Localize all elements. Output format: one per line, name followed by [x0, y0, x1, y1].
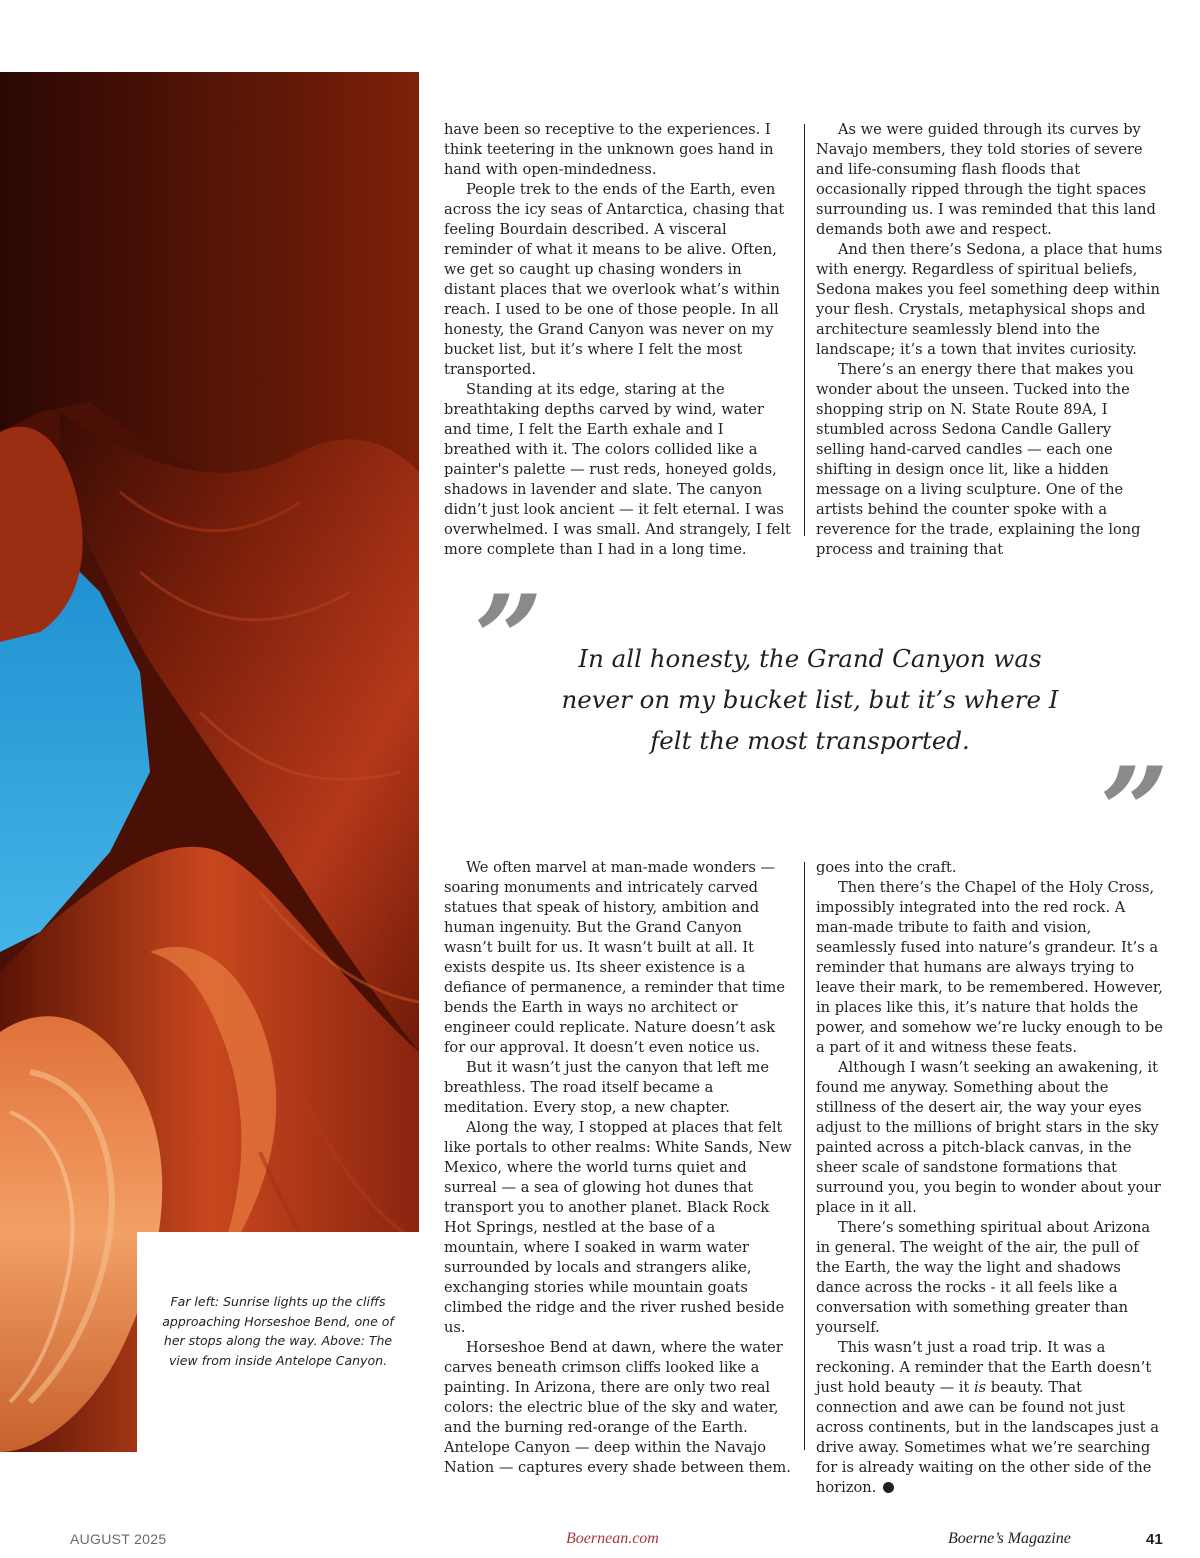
issue-date: AUGUST 2025 [70, 1531, 167, 1547]
article-column-4 [816, 858, 1164, 1498]
photo-caption: Far left: Sunrise lights up the cliffs approaching Horseshoe Bend, one of her stops along the way. Above: The view from inside Antelope Canyon. [162, 1294, 394, 1368]
pull-quote: In all honesty, the Grand Canyon was never on my bucket list, but it’s where I felt the most transported. [561, 644, 1059, 755]
paragraph: There’s an energy there that makes you wonder about the unseen. Tucked into the shopping strip on N. State Route 89A, I stumbled across Sedona Candle Gallery selling hand-carved candles — each one shifting in design once lit, like a hidden message on a living sculpture. One of the artists behind the counter spoke with a reverence for the trade, explaining the long process and training that [816, 361, 1141, 558]
final-text-a: This wasn’t just a road trip. It was a reckoning. A reminder that the Earth doesn’t just hold beauty — it [816, 1339, 1152, 1396]
paragraph: Then there’s the Chapel of the Holy Cross, impossibly integrated into the red rock. A man-made tribute to faith and vision, seamlessly fused into nature’s grandeur. It’s a reminder that humans are always trying to leave their mark, to be remembered. However, in places like this, it’s nature that holds the power, and somehow we’re lucky enough to be a part of it and witness these feats. [816, 879, 1163, 1056]
paragraph: Although I wasn’t seeking an awakening, it found me anyway. Something about the stillness of the desert air, the way your eyes adjust to the millions of bright stars in the sky painted across a pitch-black canvas, in the sheer scale of sandstone formations that surround you, you begin to wonder about your place in it all. [816, 1059, 1161, 1216]
paragraph: There’s something spiritual about Arizona in general. The weight of the air, the pull of the Earth, the way the light and shadows dance across the rocks - it all feels like a conversation with something greater than yourself. [816, 1219, 1151, 1336]
final-text-b: beauty. That connection and awe can be found not just across continents, but in the landscapes just a drive away. Sometimes what we’re searching for is already waiting on the other side of the horizon. [816, 1379, 1159, 1496]
article-column-3 [444, 858, 794, 1478]
magazine-name: Boerne’s Magazine [948, 1530, 1071, 1547]
paragraph: As we were guided through its curves by Navajo members, they told stories of severe and life-consuming flash floods that occasionally ripped through the tight spaces surrounding us. I was reminded that this land demands both awe and respect. [816, 121, 1156, 238]
open-quote-mark: ” [474, 569, 544, 710]
article-column-1 [444, 120, 794, 560]
column-divider [804, 124, 805, 536]
paragraph: And then there’s Sedona, a place that hums with energy. Regardless of spiritual beliefs, Sedona makes you feel something deep within your flesh. Crystals, metaphysical shops and architecture seamlessly blend into the landscape; it’s a town that invites curiosity. [816, 241, 1163, 358]
emphasis: is [973, 1379, 987, 1396]
paragraph: Along the way, I stopped at places that felt like portals to other realms: White Sands, New Mexico, where the world turns quiet and surreal — a sea of glowing hot dunes that transport you to another planet. Black Rock Hot Springs, nestled at the base of a mountain, where I soaked in warm water surrounded by locals and strangers alike, exchanging stories while mountain goats climbed the ridge and the river rushed beside us. [444, 1119, 792, 1336]
final-paragraph [816, 1338, 1164, 1498]
article-column-2 [816, 120, 1164, 560]
paragraph: Horseshoe Bend at dawn, where the water carves beneath crimson cliffs looked like a painting. In Arizona, there are only two real colors: the electric blue of the sky and water, and the burning red-orange of the Earth. Antelope Canyon — deep within the Navajo Nation — captures every shade between them. [444, 1339, 791, 1476]
end-mark-icon [883, 1482, 894, 1493]
paragraph: Standing at its edge, staring at the breathtaking depths carved by wind, water and time, I felt the Earth exhale and I breathed with it. The colors collided like a painter's palette — rust reds, honeyed golds, shadows in lavender and slate. The canyon didn’t just look ancient — it felt eternal. I was overwhelmed. I was small. And strangely, I felt more complete than I had in a long time. [444, 381, 791, 558]
paragraph: We often marvel at man-made wonders — soaring monuments and intricately carved statues that speak of history, ambition and human ingenuity. But the Grand Canyon wasn’t built for us. It wasn’t built at all. It exists despite us. Its sheer existence is a defiance of permanence, a reminder that time bends the Earth in ways no architect or engineer could replicate. Nature doesn’t ask for our approval. It doesn’t even notice us. [444, 859, 786, 1056]
close-quote-mark: ” [1100, 741, 1170, 882]
website-link[interactable]: Boernean.com [566, 1530, 659, 1547]
paragraph: have been so receptive to the experiences. I think teetering in the unknown goes hand in hand with open-mindedness. [444, 121, 774, 178]
page-number: 41 [1146, 1531, 1163, 1548]
paragraph: But it wasn’t just the canyon that left me breathless. The road itself became a meditation. Every stop, a new chapter. [444, 1059, 769, 1116]
column-divider [804, 862, 805, 1450]
paragraph: People trek to the ends of the Earth, even across the icy seas of Antarctica, chasing that feeling Bourdain described. A visceral reminder of what it means to be alive. Often, we get so caught up chasing wonders in distant places that we overlook what’s within reach. I used to be one of those people. In all honesty, the Grand Canyon was never on my bucket list, but it’s where I felt the most transported. [444, 181, 785, 378]
paragraph: goes into the craft. [816, 859, 957, 876]
